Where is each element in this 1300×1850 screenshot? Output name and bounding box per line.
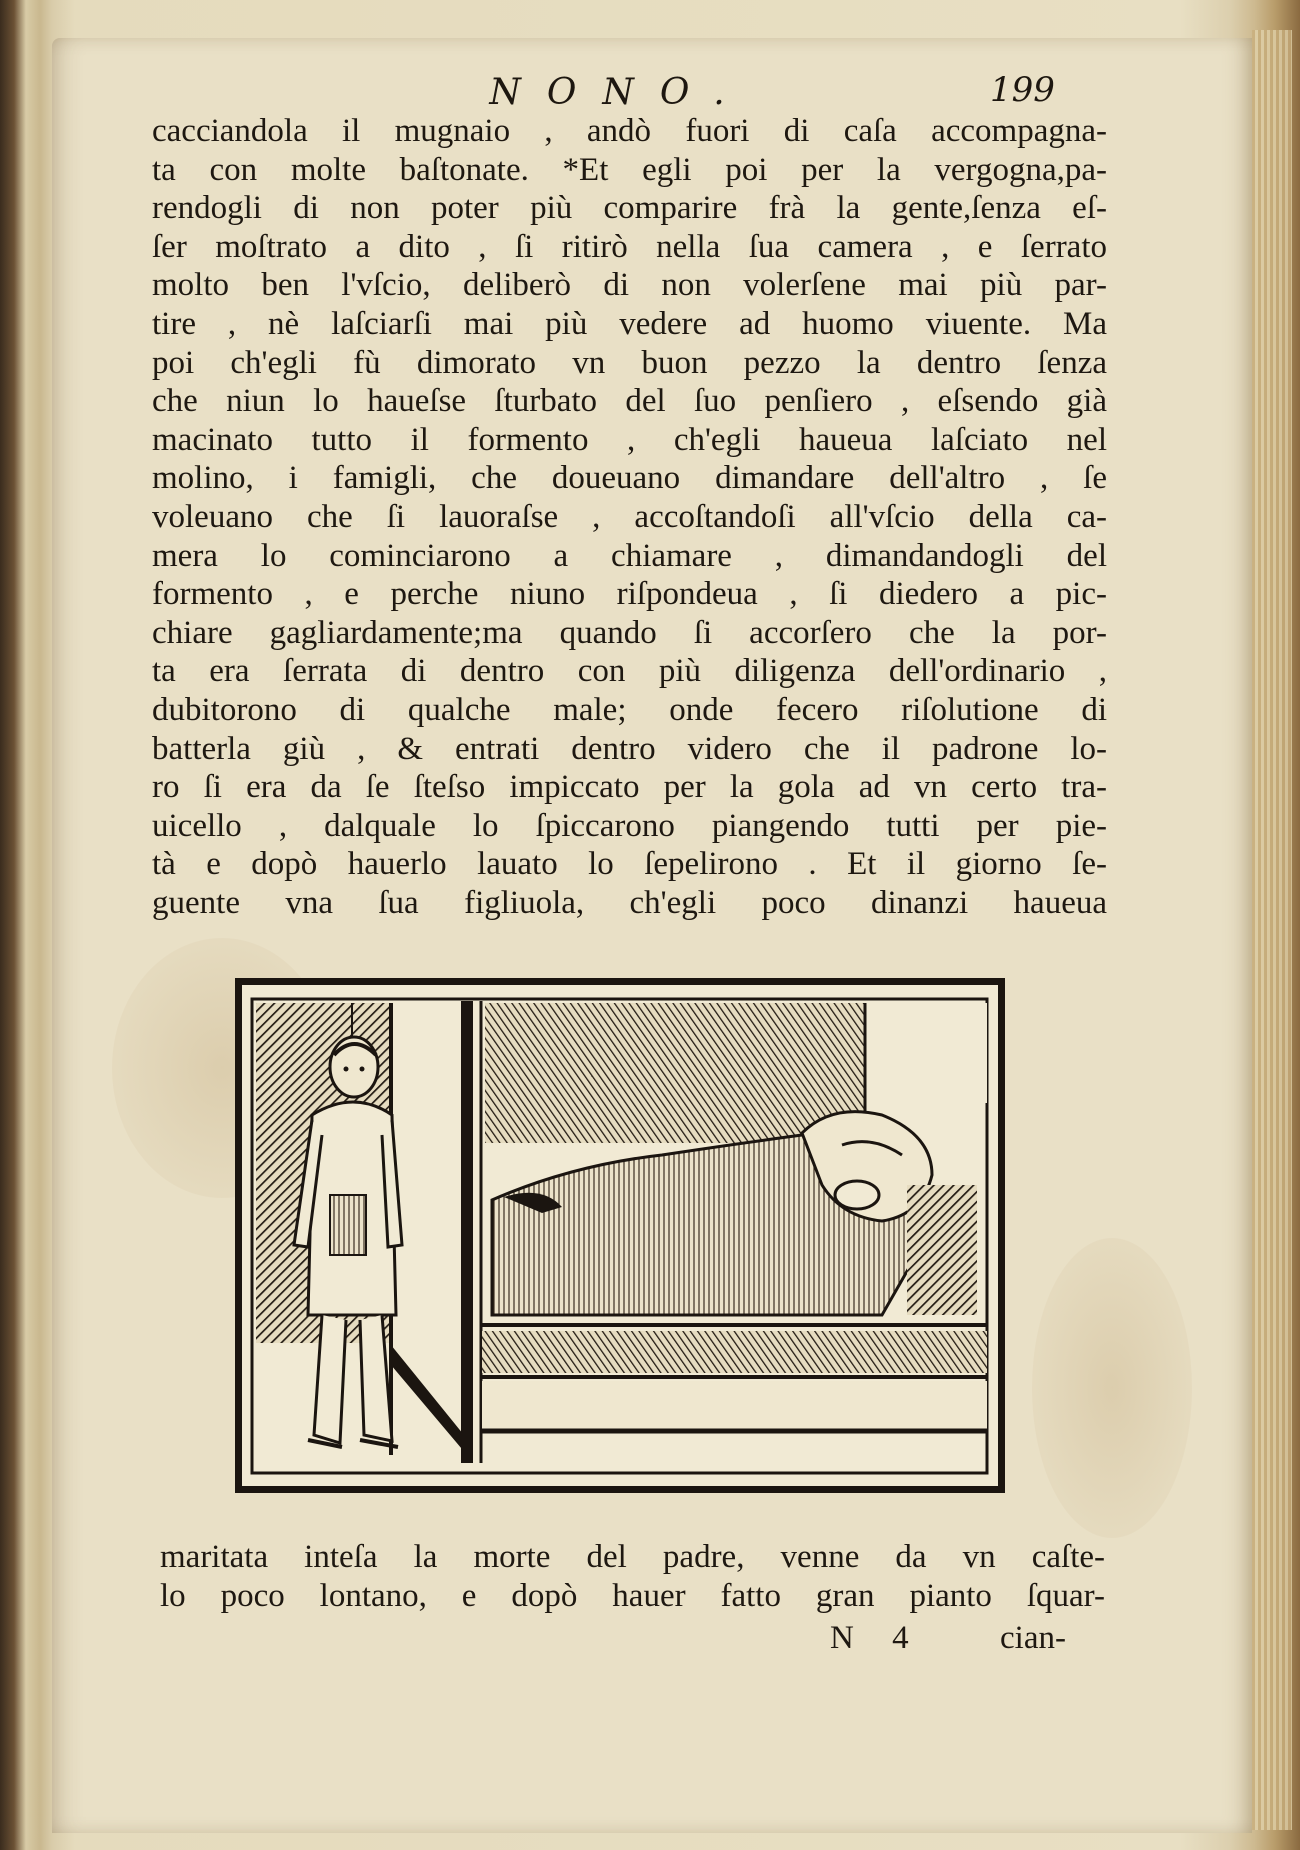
text-line: rendogli di non poter più comparire frà la gente,ſenza eſ- — [152, 190, 1107, 227]
body-text-continued — [160, 1538, 1105, 1615]
text-line: tire , nè laſciarſi mai più vedere ad huomo viuente. Ma — [152, 305, 1107, 342]
text-line: poi ch'egli fù dimorato vn buon pezzo la dentro ſenza — [152, 344, 1107, 381]
text-line: uicello , dalquale lo ſpiccarono piangendo tutti per pie- — [152, 807, 1107, 844]
text-line: ſer moſtrato a dito , ſi ritirò nella ſua camera , e ſerrato — [152, 228, 1107, 265]
bed-with-body — [482, 1112, 987, 1431]
text-line: formento , e perche niuno riſpondeua , ſi diedero a pic- — [152, 576, 1107, 613]
text-line: guente vna ſua figliuola, ch'egli poco dinanzi haueua — [152, 884, 1107, 921]
text-line: voleuano che ſi lauoraſse , accoſtandoſi all'vſcio della ca- — [152, 498, 1107, 535]
woodcut-drawing — [242, 985, 998, 1486]
text-line: ta era ſerrata di dentro con più diligenza dell'ordinario , — [152, 653, 1107, 690]
paper-stain — [1032, 1238, 1192, 1538]
catchword: cian- — [1000, 1620, 1066, 1656]
text-line: dubitorono di qualche male; onde fecero riſolutione di — [152, 691, 1107, 728]
text-line: tà e dopò hauerlo lauato lo ſepelirono . Et il giorno ſe- — [152, 846, 1107, 883]
body-text — [152, 112, 1107, 922]
text-line: ta con molte baſtonate. *Et egli poi per la vergogna,pa- — [152, 151, 1107, 188]
text-line: molto ben l'vſcio, deliberò di non volerſene mai più par- — [152, 267, 1107, 304]
woodcut-illustration — [235, 978, 1005, 1493]
text-line: batterla giù , & entrati dentro videro che il padrone lo- — [152, 730, 1107, 767]
text-line: molino, i famigli, che doueuano dimandare dell'altro , ſe — [152, 460, 1107, 497]
text-line: maritata inteſa la morte del padre, venne da vn caſte- — [160, 1539, 1105, 1575]
text-line: che niun lo haueſse ſturbato del ſuo penſiero , eſsendo già — [152, 383, 1107, 420]
text-line: ro ſi era da ſe ſteſso impiccato per la gola ad vn certo tra- — [152, 769, 1107, 806]
page-number: 199 — [990, 70, 1055, 110]
page-fore-edges — [1252, 30, 1292, 1830]
text-line: macinato tutto il formento , ch'egli haueua laſciato nel — [152, 421, 1107, 458]
signature-mark: N 4 — [830, 1620, 909, 1656]
text-line: chiare gagliardamente;ma quando ſi accorſero che la por- — [152, 614, 1107, 651]
text-line: mera lo cominciarono a chiamare , dimandandogli del — [152, 537, 1107, 574]
text-line: lo poco lontano, e dopò hauer fatto gran pianto ſquar- — [160, 1577, 1105, 1614]
partition-wall — [461, 1001, 473, 1463]
running-head: NONO. — [489, 72, 751, 113]
bedroom-wall-shading — [485, 1003, 865, 1143]
text-line: cacciandola il mugnaio , andò fuori di caſa accompagna- — [152, 113, 1107, 149]
